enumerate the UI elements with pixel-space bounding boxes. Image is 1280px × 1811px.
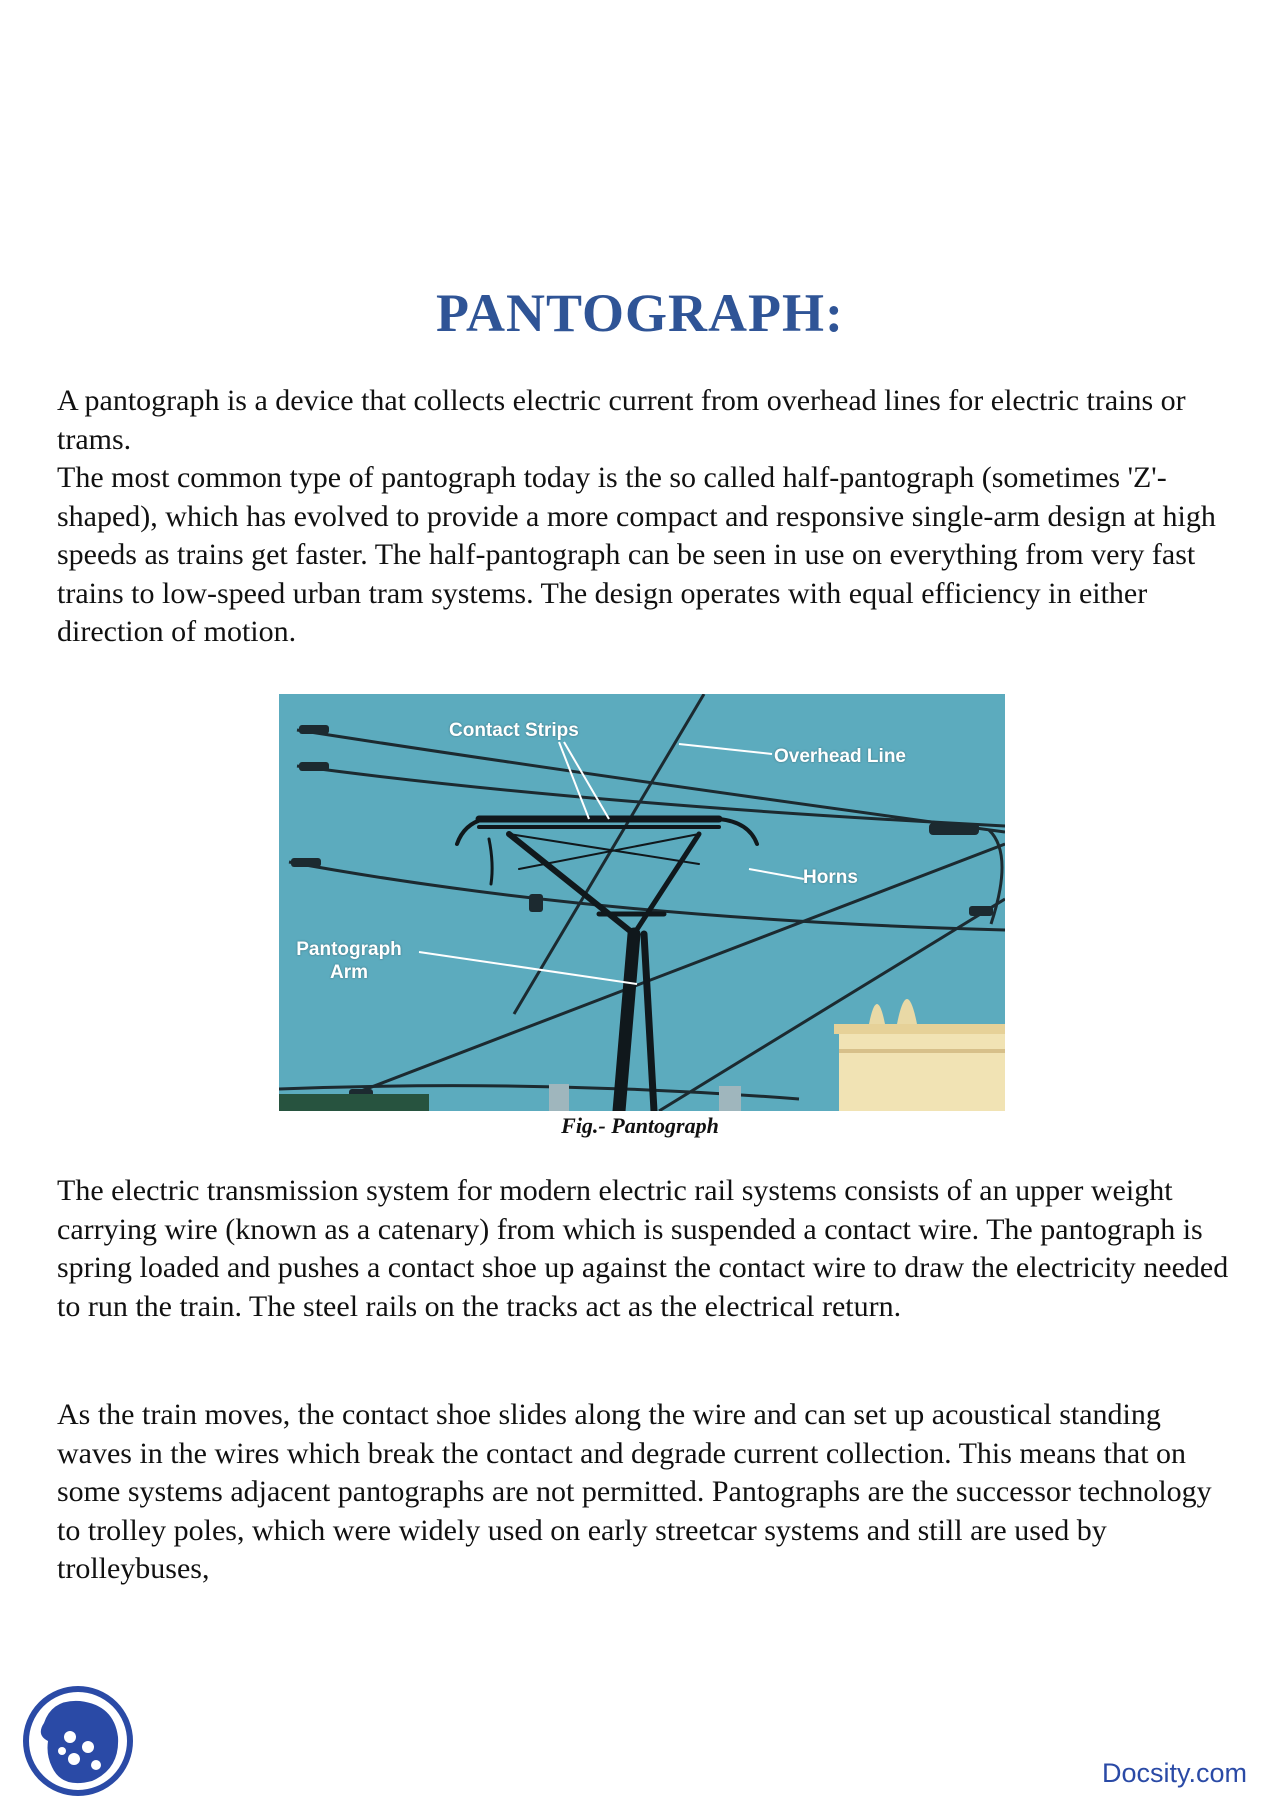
paragraph-half-pantograph: The most common type of pantograph today is the so called half-pantograph (sometimes 'Z'-shaped), which has evolved to provide a more compact and responsive single-arm design at high speeds as trains get faster. The half-pantograph can be seen in use on everything from very fast trains to low-speed urban tram systems. The design operates with equal efficiency in either direction of motion. bbox=[57, 461, 1216, 649]
figure-label-pantograph-arm-line1: Pantograph bbox=[296, 939, 402, 960]
docsity-logo-icon bbox=[22, 1685, 134, 1797]
paragraph-transmission-system: The electric transmission system for modern electric rail systems consists of an upper weight carrying wire (known as a catenary) from which is suspended a contact wire. The pantograph is spring loaded and pushes a contact shoe up against the contact wire to draw the electricity needed to run the train. The steel rails on the tracks act as the electrical return. bbox=[57, 1174, 1229, 1323]
figure-caption: Fig.- Pantograph bbox=[561, 1113, 719, 1138]
figure-label-pantograph-arm-line2: Arm bbox=[329, 962, 368, 983]
figure-label-pantograph-arm bbox=[289, 938, 409, 984]
pantograph-figure bbox=[279, 694, 1005, 1111]
figure-label-horns: Horns bbox=[803, 867, 858, 888]
figure-label-overhead-line: Overhead Line bbox=[774, 746, 906, 767]
docsity-brand-link[interactable]: Docsity.com bbox=[1102, 1758, 1248, 1788]
paragraph-intro: A pantograph is a device that collects electric current from overhead lines for electric trains or trams. bbox=[57, 384, 1186, 456]
page-title: PANTOGRAPH: bbox=[436, 283, 844, 343]
paragraph-standing-waves: As the train moves, the contact shoe slides along the wire and can set up acoustical standing waves in the wires which break the contact and degrade current collection. This means that on some systems adjacent pantographs are not permitted. Pantographs are the successor technology to trolley poles, which were widely used on early streetcar systems and still are used by trolleybuses, bbox=[57, 1398, 1212, 1586]
figure-label-contact-strips: Contact Strips bbox=[449, 720, 579, 741]
